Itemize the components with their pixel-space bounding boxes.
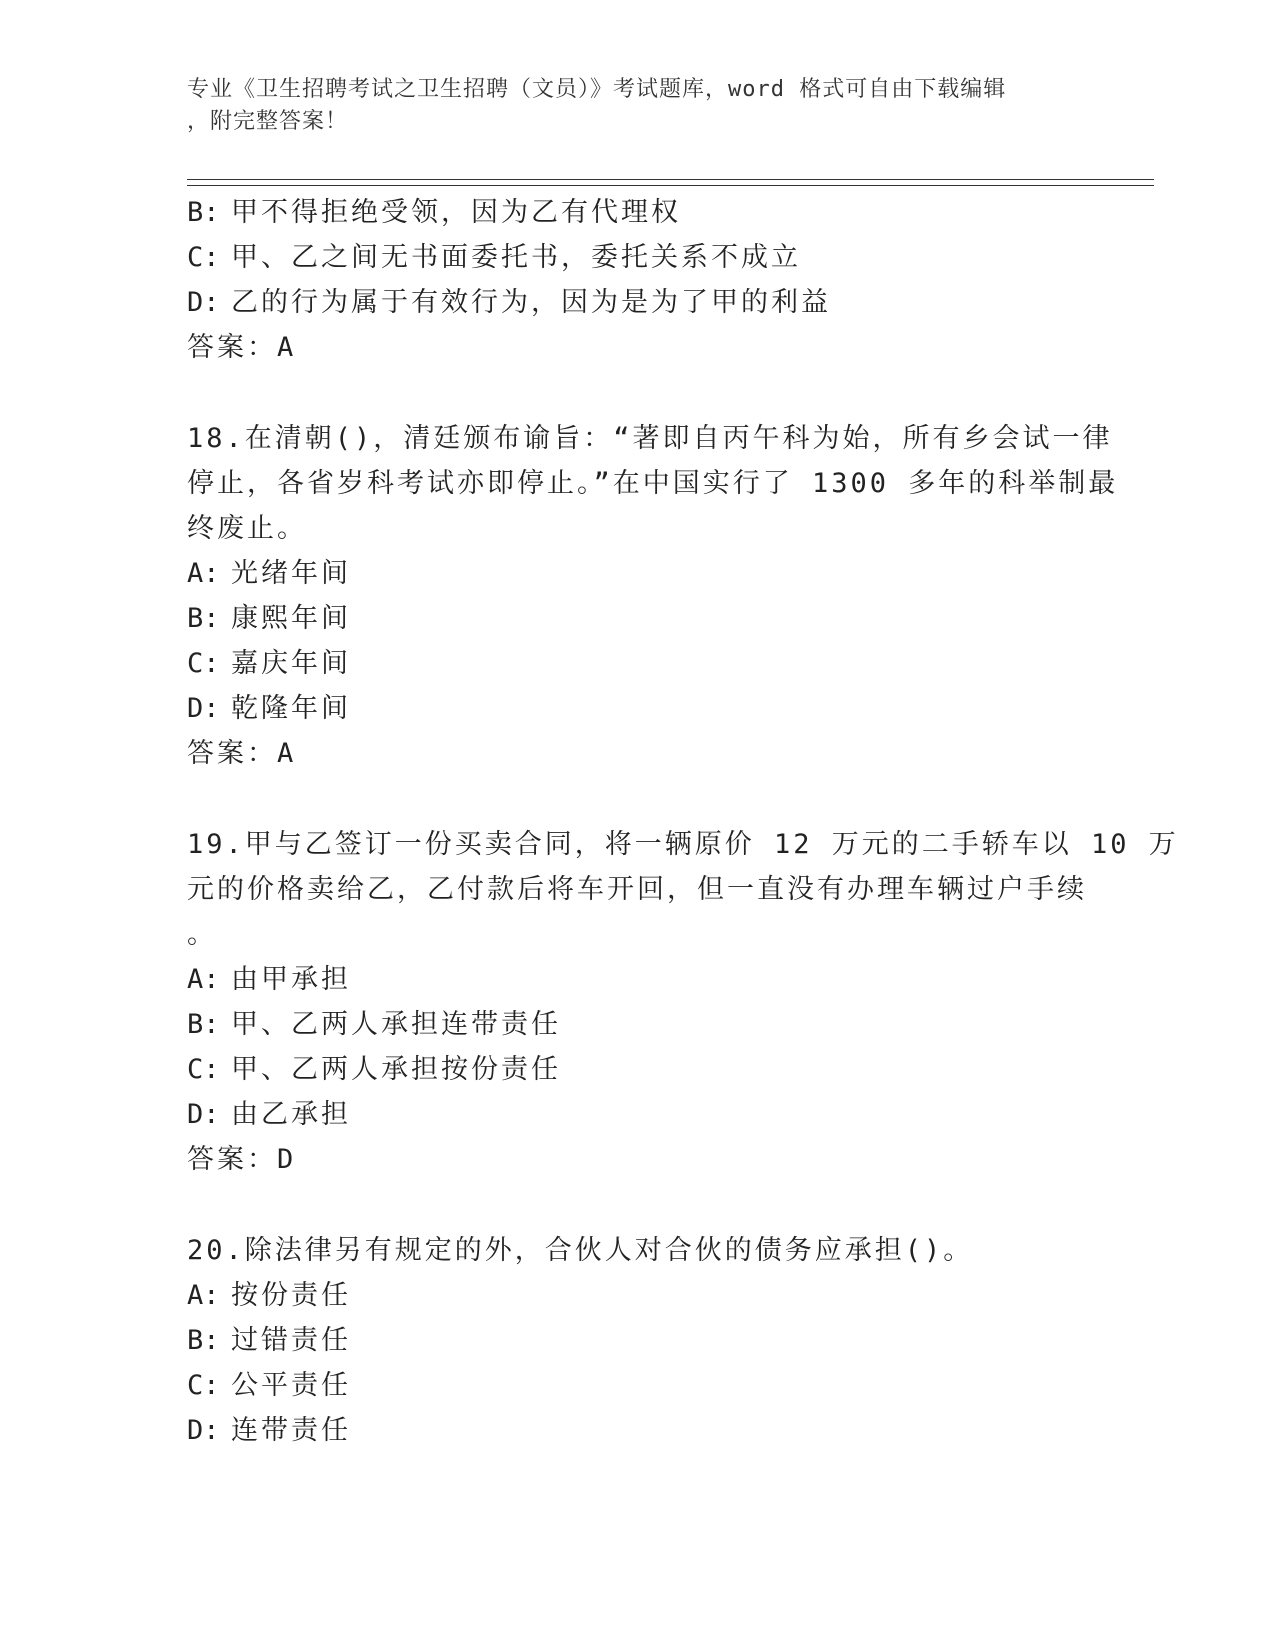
option-a: A: 光绪年间 bbox=[187, 558, 351, 589]
option-c: C: 甲、乙两人承担按份责任 bbox=[187, 1054, 561, 1085]
option-a: A: 由甲承担 bbox=[187, 964, 351, 995]
option-c: C: 公平责任 bbox=[187, 1370, 351, 1401]
answer: 答案：A bbox=[187, 332, 297, 363]
header-rule-top bbox=[187, 179, 1154, 180]
question-20 bbox=[187, 1228, 1087, 1453]
question-17 bbox=[187, 190, 1087, 370]
header-line-2: ，附完整答案！ bbox=[187, 109, 349, 134]
option-d: D: 由乙承担 bbox=[187, 1099, 351, 1130]
answer: 答案：A bbox=[187, 738, 297, 769]
option-d: D: 乾隆年间 bbox=[187, 693, 351, 724]
answer: 答案：D bbox=[187, 1144, 297, 1175]
header-rule-bottom bbox=[187, 185, 1154, 186]
option-d: D: 连带责任 bbox=[187, 1415, 351, 1446]
question-stem-line: 停止，各省岁科考试亦即停止。”在中国实行了 1300 多年的科举制最 bbox=[187, 468, 1119, 499]
document-header bbox=[187, 74, 1067, 138]
option-b: B: 甲不得拒绝受领，因为乙有代理权 bbox=[187, 197, 681, 228]
question-stem-line: 18.在清朝()，清廷颁布谕旨：“著即自丙午科为始，所有乡会试一律 bbox=[187, 423, 1113, 454]
option-c: C: 甲、乙之间无书面委托书，委托关系不成立 bbox=[187, 242, 801, 273]
option-b: B: 过错责任 bbox=[187, 1325, 351, 1356]
question-18 bbox=[187, 416, 1119, 776]
option-b: B: 甲、乙两人承担连带责任 bbox=[187, 1009, 561, 1040]
question-stem-line: 。 bbox=[187, 919, 217, 950]
option-d: D: 乙的行为属于有效行为，因为是为了甲的利益 bbox=[187, 287, 831, 318]
option-a: A: 按份责任 bbox=[187, 1280, 351, 1311]
question-stem-line: 20.除法律另有规定的外，合伙人对合伙的债务应承担()。 bbox=[187, 1235, 974, 1266]
question-stem-line: 19.甲与乙签订一份买卖合同，将一辆原价 12 万元的二手轿车以 10 万 bbox=[187, 829, 1179, 860]
question-19 bbox=[187, 822, 1179, 1182]
option-c: C: 嘉庆年间 bbox=[187, 648, 351, 679]
option-b: B: 康熙年间 bbox=[187, 603, 351, 634]
question-content bbox=[187, 190, 1179, 1453]
question-stem-line: 元的价格卖给乙，乙付款后将车开回，但一直没有办理车辆过户手续 bbox=[187, 874, 1087, 905]
header-line-1: 专业《卫生招聘考试之卫生招聘（文员）》考试题库，word 格式可自由下载编辑 bbox=[187, 77, 1007, 102]
question-stem-line: 终废止。 bbox=[187, 513, 307, 544]
